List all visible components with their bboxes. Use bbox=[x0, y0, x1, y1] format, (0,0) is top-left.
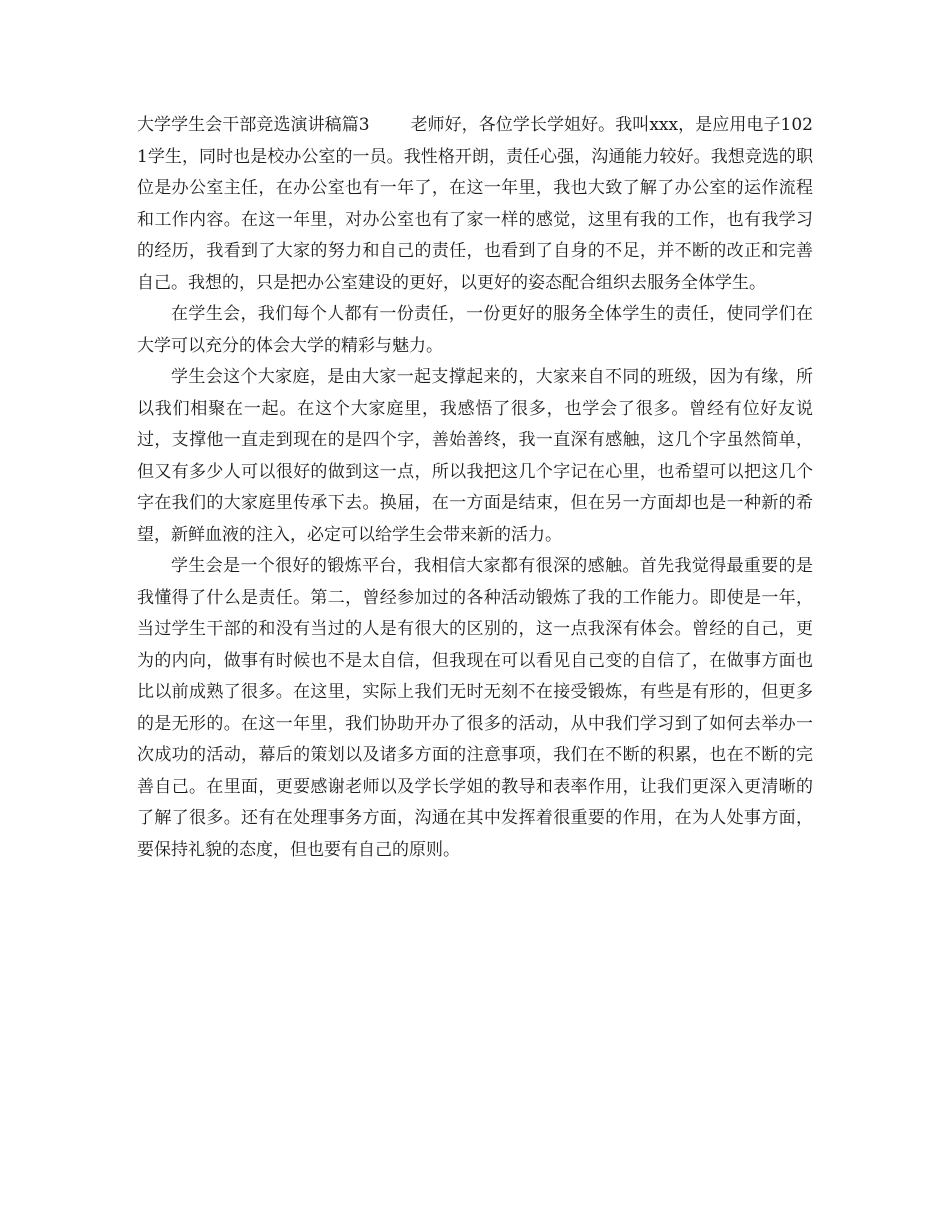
paragraph-4: 学生会是一个很好的锻炼平台，我相信大家都有很深的感触。首先我觉得最重要的是我懂得了什么是责任。第二，曾经参加过的各种活动锻炼了我的工作能力。即使是一年，当过学生干部的和没有当过的人是有很大的区别的，这一点我深有体会。曾经的自己，更为的内向，做事有时候也不是太自信，但我现在可以看见自己变的自信了，在做事方面也比以前成熟了很多。在这里，实际上我们无时无刻不在接受锻炼，有些是有形的，但更多的是无形的。在这一年里，我们协助开办了很多的活动，从中我们学习到了如何去举办一次成功的活动，幕后的策划以及诸多方面的注意事项，我们在不断的积累，也在不断的完善自己。在里面，更要感谢老师以及学长学姐的教导和表率作用，让我们更深入更清晰的了解了很多。还有在处理事务方面，沟通在其中发挥着很重要的作用，在为人处事方面，要保持礼貌的态度，但也要有自己的原则。 bbox=[137, 556, 813, 860]
paragraph-1-text: 老师好，各位学长学姐好。我叫xxx，是应用电子1021学生，同时也是校办公室的一员。我性格开朗，责任心强，沟通能力较好。我想竞选的职位是办公室主任，在办公室也有一年了，在这一年里，我也大致了解了办公室的运作流程和工作内容。在这一年里，对办公室也有了家一样的感觉，这里有我的工作，也有我学习的经历，我看到了大家的努力和自己的责任，也看到了自身的不足，并不断的改正和完善自己。我想的，只是把办公室建设的更好，以更好的姿态配合组织去服务全体学生。 bbox=[137, 115, 813, 293]
document-body bbox=[137, 110, 813, 866]
document-heading: 大学学生会干部竞选演讲稿篇3 bbox=[137, 115, 370, 135]
opening-paragraph bbox=[137, 110, 813, 299]
paragraph-3: 学生会这个大家庭，是由大家一起支撑起来的，大家来自不同的班级，因为有缘，所以我们相聚在一起。在这个大家庭里，我感悟了很多，也学会了很多。曾经有位好友说过，支撑他一直走到现在的是四个字，善始善终，我一直深有感触，这几个字虽然简单，但又有多少人可以很好的做到这一点，所以我把这几个字记在心里，也希望可以把这几个字在我们的大家庭里传承下去。换届，在一方面是结束，但在另一方面却也是一种新的希望，新鲜血液的注入，必定可以给学生会带来新的活力。 bbox=[137, 367, 813, 545]
paragraph-2: 在学生会，我们每个人都有一份责任，一份更好的服务全体学生的责任，使同学们在大学可以充分的体会大学的精彩与魅力。 bbox=[137, 304, 813, 356]
